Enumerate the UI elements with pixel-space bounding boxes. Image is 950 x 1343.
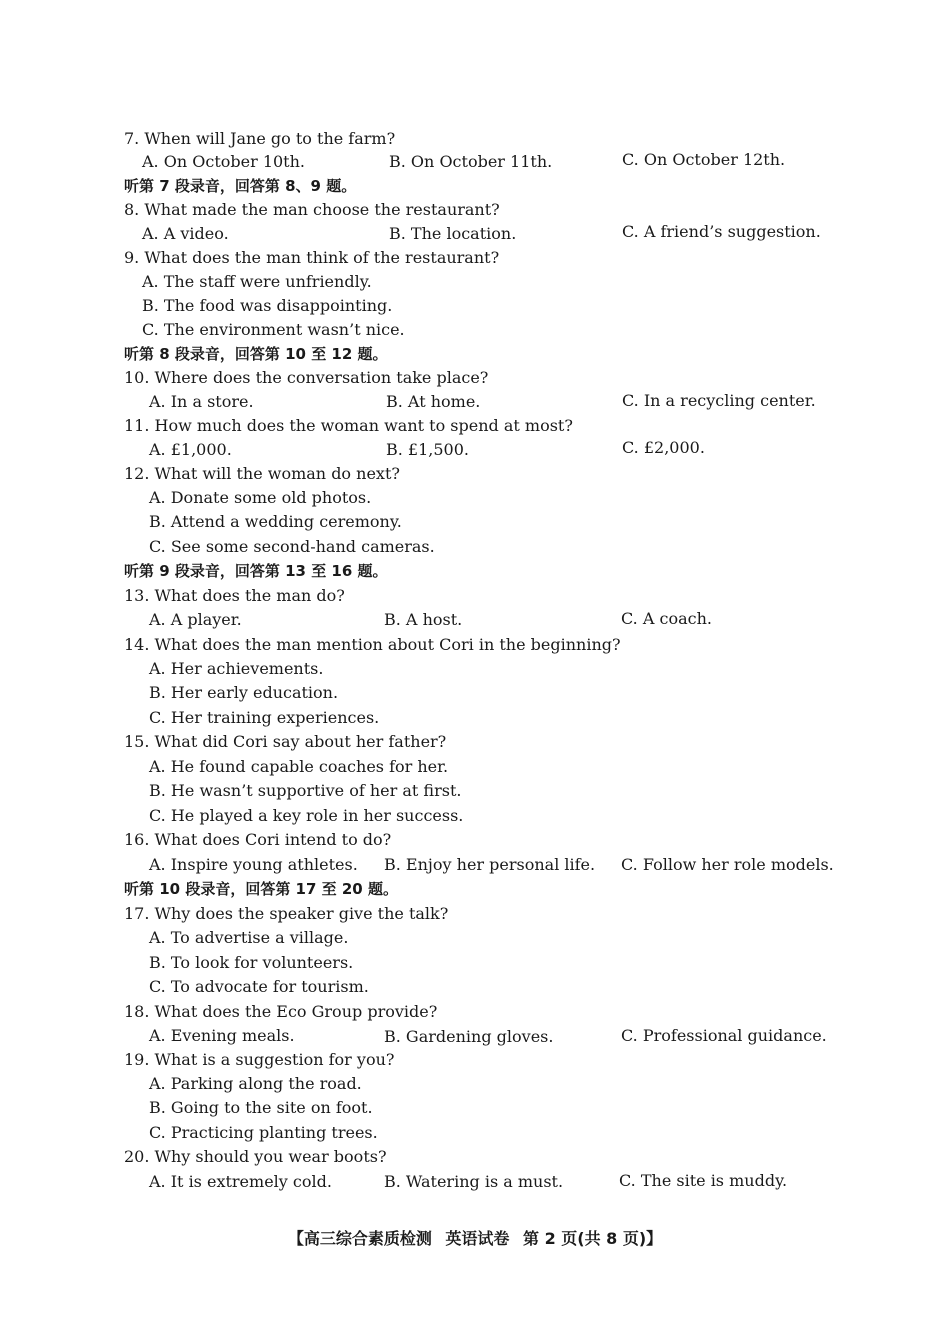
question-10-option-b: B. At home. bbox=[386, 392, 481, 411]
section-heading-9: 听第 9 段录音，回答第 13 至 16 题。 bbox=[124, 562, 388, 580]
question-12-stem: 12. What will the woman do next? bbox=[124, 464, 400, 483]
question-18-stem: 18. What does the Eco Group provide? bbox=[124, 1002, 438, 1021]
question-19-stem: 19. What is a suggestion for you? bbox=[124, 1050, 395, 1069]
question-20-stem: 20. Why should you wear boots? bbox=[124, 1147, 387, 1166]
footer-exam-title: 【高三综合素质检测 bbox=[287, 1229, 432, 1248]
question-12-option-c: C. See some second-hand cameras. bbox=[149, 537, 435, 556]
question-14-option-c: C. Her training experiences. bbox=[149, 708, 380, 727]
question-17-stem: 17. Why does the speaker give the talk? bbox=[124, 904, 449, 923]
question-17-option-c: C. To advocate for tourism. bbox=[149, 977, 369, 996]
question-8-stem: 8. What made the man choose the restaurant? bbox=[124, 200, 500, 219]
question-9-option-a: A. The staff were unfriendly. bbox=[142, 272, 372, 291]
question-8-option-b: B. The location. bbox=[389, 224, 517, 243]
question-16-option-b: B. Enjoy her personal life. bbox=[384, 855, 596, 874]
question-13-option-b: B. A host. bbox=[384, 610, 463, 629]
question-17-option-b: B. To look for volunteers. bbox=[149, 953, 354, 972]
question-17-option-a: A. To advertise a village. bbox=[149, 928, 349, 947]
footer-page-number: 第 2 页(共 8 页)】 bbox=[523, 1229, 663, 1248]
question-8-option-a: A. A video. bbox=[142, 224, 229, 243]
question-15-option-a: A. He found capable coaches for her. bbox=[149, 757, 449, 776]
question-18-option-c: C. Professional guidance. bbox=[621, 1026, 827, 1045]
question-15-stem: 15. What did Cori say about her father? bbox=[124, 732, 447, 751]
question-13-option-c: C. A coach. bbox=[621, 609, 712, 628]
question-14-option-a: A. Her achievements. bbox=[149, 659, 324, 678]
question-19-option-b: B. Going to the site on foot. bbox=[149, 1098, 373, 1117]
question-7-stem: 7. When will Jane go to the farm? bbox=[124, 129, 396, 148]
question-16-option-c: C. Follow her role models. bbox=[621, 855, 834, 874]
question-18-option-a: A. Evening meals. bbox=[149, 1026, 295, 1045]
question-18-option-b: B. Gardening gloves. bbox=[384, 1027, 554, 1046]
question-20-option-c: C. The site is muddy. bbox=[619, 1171, 788, 1190]
question-11-option-b: B. £1,500. bbox=[386, 440, 469, 459]
question-15-option-c: C. He played a key role in her success. bbox=[149, 806, 464, 825]
question-11-stem: 11. How much does the woman want to spend at most? bbox=[124, 416, 573, 435]
question-7-option-b: B. On October 11th. bbox=[389, 152, 553, 171]
question-10-option-a: A. In a store. bbox=[149, 392, 254, 411]
question-14-stem: 14. What does the man mention about Cori in the beginning? bbox=[124, 635, 621, 654]
question-8-option-c: C. A friend’s suggestion. bbox=[622, 222, 821, 241]
question-10-option-c: C. In a recycling center. bbox=[622, 391, 816, 410]
question-19-option-a: A. Parking along the road. bbox=[149, 1074, 362, 1093]
section-heading-7: 听第 7 段录音，回答第 8、9 题。 bbox=[124, 177, 357, 195]
question-14-option-b: B. Her early education. bbox=[149, 683, 339, 702]
question-12-option-b: B. Attend a wedding ceremony. bbox=[149, 512, 402, 531]
question-11-option-a: A. £1,000. bbox=[149, 440, 232, 459]
question-7-option-c: C. On October 12th. bbox=[622, 150, 786, 169]
question-13-stem: 13. What does the man do? bbox=[124, 586, 345, 605]
question-16-stem: 16. What does Cori intend to do? bbox=[124, 830, 392, 849]
question-10-stem: 10. Where does the conversation take place? bbox=[124, 368, 489, 387]
question-20-option-a: A. It is extremely cold. bbox=[149, 1172, 332, 1191]
footer-subject: 英语试卷 bbox=[445, 1229, 510, 1248]
question-9-option-c: C. The environment wasn’t nice. bbox=[142, 320, 405, 339]
question-9-stem: 9. What does the man think of the restaurant? bbox=[124, 248, 500, 267]
section-heading-10: 听第 10 段录音，回答第 17 至 20 题。 bbox=[124, 880, 398, 898]
question-11-option-c: C. £2,000. bbox=[622, 438, 705, 457]
question-19-option-c: C. Practicing planting trees. bbox=[149, 1123, 378, 1142]
question-15-option-b: B. He wasn’t supportive of her at first. bbox=[149, 781, 462, 800]
question-12-option-a: A. Donate some old photos. bbox=[149, 488, 372, 507]
question-13-option-a: A. A player. bbox=[149, 610, 242, 629]
section-heading-8: 听第 8 段录音，回答第 10 至 12 题。 bbox=[124, 345, 388, 363]
question-9-option-b: B. The food was disappointing. bbox=[142, 296, 393, 315]
question-20-option-b: B. Watering is a must. bbox=[384, 1172, 564, 1191]
question-16-option-a: A. Inspire young athletes. bbox=[149, 855, 358, 874]
question-7-option-a: A. On October 10th. bbox=[142, 152, 305, 171]
page-footer bbox=[0, 1226, 950, 1249]
